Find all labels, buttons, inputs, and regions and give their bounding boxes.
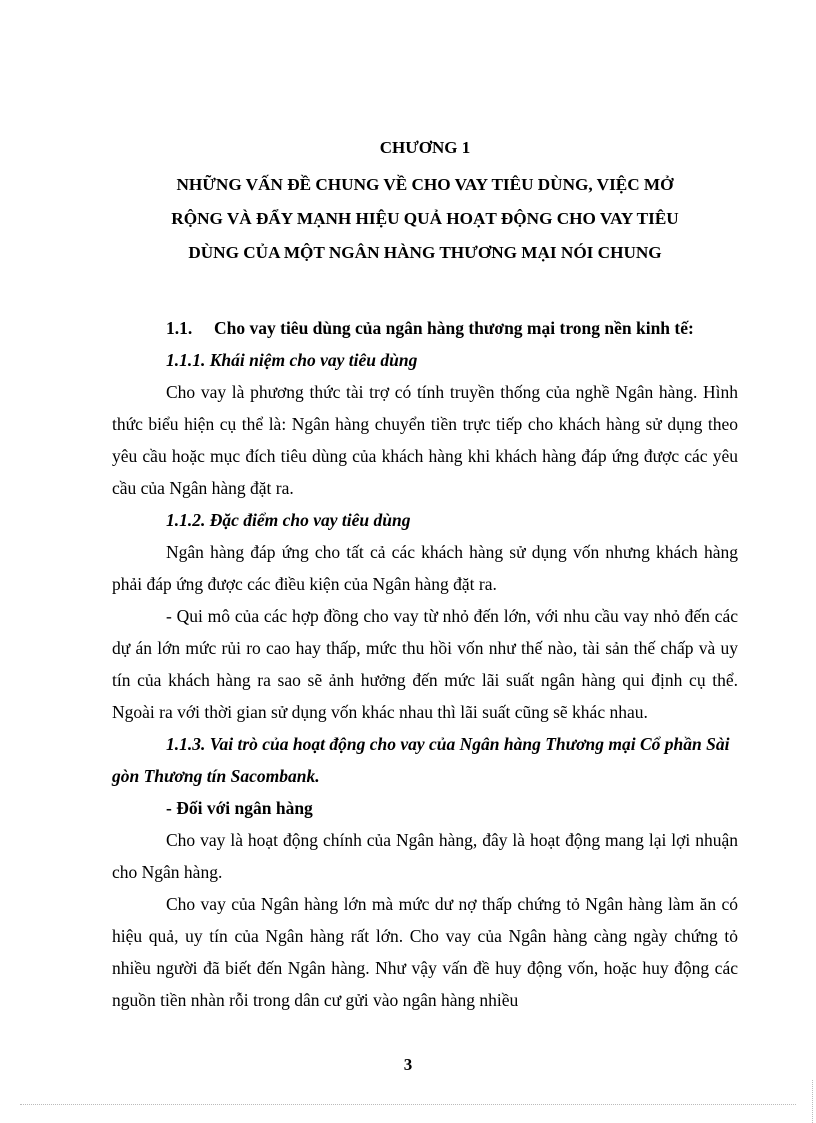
page-content xyxy=(112,138,738,1016)
subsection-heading-1: 1.1.1. Khái niệm cho vay tiêu dùng xyxy=(166,350,418,370)
section-number: 1.1. xyxy=(166,318,193,338)
subsection-heading-2: 1.1.2. Đặc điểm cho vay tiêu dùng xyxy=(166,510,411,530)
paragraph-role-1: Cho vay là hoạt động chính của Ngân hàng, đây là hoạt động mang lại lợi nhuận cho Ngân hàng. xyxy=(112,830,738,882)
page-number: 3 xyxy=(403,1055,413,1074)
chapter-title-line-2: RỘNG VÀ ĐẨY MẠNH HIỆU QUẢ HOẠT ĐỘNG CHO VAY TIÊU xyxy=(171,209,679,228)
page-bottom-divider xyxy=(20,1104,796,1105)
section-title: Cho vay tiêu dùng của ngân hàng thương mại trong nền kinh tế: xyxy=(214,318,694,338)
paragraph-definition: Cho vay là phương thức tài trợ có tính truyền thống của nghề Ngân hàng. Hình thức biểu hiện cụ thể là: Ngân hàng chuyển tiền trực tiếp cho khách hàng sử dụng theo yêu cầu hoặc mục đích tiêu dùng của khách hàng khi khách hàng đáp ứng được các yêu cầu của Ngân hàng đặt ra. xyxy=(112,382,738,498)
chapter-title-line-1: NHỮNG VẤN ĐỀ CHUNG VỀ CHO VAY TIÊU DÙNG, VIỆC MỞ xyxy=(176,175,674,194)
bank-role-label: - Đối với ngân hàng xyxy=(166,798,313,818)
subsection-heading-3: 1.1.3. Vai trò của hoạt động cho vay của Ngân hàng Thương mại Cổ phần Sài gòn Thương tín Sacombank. xyxy=(112,734,730,786)
section-heading xyxy=(112,312,738,344)
chapter-title-line-3: DÙNG CỦA MỘT NGÂN HÀNG THƯƠNG MẠI NÓI CHUNG xyxy=(188,243,662,262)
paragraph-role-2: Cho vay của Ngân hàng lớn mà mức dư nợ thấp chứng tỏ Ngân hàng làm ăn có hiệu quả, uy tín của Ngân hàng rất lớn. Cho vay của Ngân hàng càng ngày chứng tỏ nhiều người đã biết đến Ngân hàng. Như vậy vấn đề huy động vốn, hoặc huy động các nguồn tiền nhàn rỗi trong dân cư gửi vào ngân hàng nhiều xyxy=(112,894,738,1010)
page-corner-divider xyxy=(812,1080,813,1123)
paragraph-characteristics-1: Ngân hàng đáp ứng cho tất cả các khách hàng sử dụng vốn nhưng khách hàng phải đáp ứng được các điều kiện của Ngân hàng đặt ra. xyxy=(112,542,738,594)
paragraph-characteristics-2: - Qui mô của các hợp đồng cho vay từ nhỏ đến lớn, với nhu cầu vay nhỏ đến các dự án lớn mức rủi ro cao hay thấp, mức thu hồi vốn như thế nào, tài sản thế chấp và uy tín của khách hàng ra sao sẽ ảnh hưởng đến mức lãi suất ngân hàng qui định cụ thể. Ngoài ra với thời gian sử dụng vốn khác nhau thì lãi suất cũng sẽ khác nhau. xyxy=(112,606,738,722)
chapter-label: CHƯƠNG 1 xyxy=(379,138,471,157)
